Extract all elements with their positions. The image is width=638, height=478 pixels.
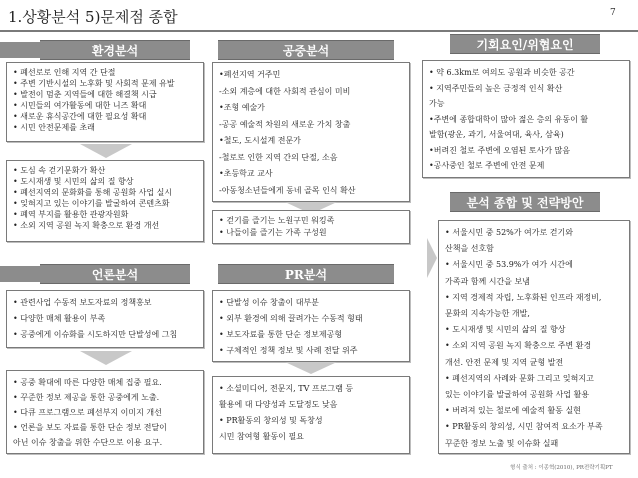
list-item: -아동청소년들에게 동네 골목 인식 확산 — [219, 185, 356, 195]
list-item: • 폐선지역의 사례와 문화 그리고 잊혀지고 — [445, 373, 594, 383]
list-item: • 소외 지역 공원 녹지 확충으로 주변 환경 — [445, 341, 592, 351]
media-header: 언론분석 — [40, 264, 190, 284]
list-item: • 폐선지역의 문화화를 통해 공원화 사업 실시 — [13, 188, 173, 197]
list-item: 활용에 대 다양성과 도달정도 낮음 — [219, 400, 338, 409]
list-item: 꾸준한 정보 노출 및 이슈화 실패 — [445, 438, 559, 448]
strategy-header: 분석 종합 및 전략방안 — [450, 192, 600, 212]
source-footer: 형식 출처 : 이종혁(2010), PR전략기획PT — [510, 465, 613, 471]
list-item: • 도심 속 걷기문화가 확산 — [13, 166, 106, 175]
list-item: • 지역 경제적 자립, 노후화된 인프라 재정비, — [445, 292, 602, 302]
list-item: 가능 — [429, 99, 445, 108]
list-item: -철로로 인한 지역 간의 단절, 소음 — [219, 152, 338, 162]
list-item: •주변에 종합대학이 많아 젊은 층의 유동이 활 — [429, 114, 589, 124]
list-item: • 언론을 보도 자료를 통한 단순 정보 전달이 — [13, 423, 167, 432]
public-targets-box — [212, 210, 410, 244]
arrow-right-icon — [427, 238, 437, 282]
pr-issues-list — [219, 295, 403, 359]
opportunity-list — [429, 65, 623, 174]
left-header-band — [0, 266, 40, 282]
env-solutions-box — [6, 160, 204, 242]
chevron-down-icon — [80, 351, 132, 365]
list-item: • 보도자료를 통한 단순 정보제공형 — [219, 330, 343, 339]
page-number: 7 — [610, 8, 616, 18]
pr-solutions-list — [219, 381, 403, 445]
media-issues-box — [6, 290, 204, 348]
list-item: 아닌 이슈 창출을 위한 수단으로 이용 요구. — [13, 438, 163, 447]
env-issues-box — [6, 62, 204, 142]
strategy-list — [445, 225, 623, 452]
list-item: • 시민 안전문제를 초래 — [13, 123, 95, 132]
list-item: -공공 예술적 차원의 새로운 가치 창출 — [219, 119, 351, 129]
list-item: • 걷기를 즐기는 노원구민 워킹족 — [219, 216, 335, 225]
list-item: -소외 계층에 대한 사회적 관심이 미비 — [219, 86, 351, 96]
list-item: • 소외 지역 공원 녹지 확충으로 환경 개선 — [13, 221, 160, 230]
left-header-band — [0, 42, 40, 58]
list-item: •버려진 철로 주변에 오염된 토사가 많음 — [429, 145, 571, 155]
list-item: •폐선지역 거주민 — [219, 70, 281, 79]
list-item: • 새로운 휴식공간에 대한 필요성 확대 — [13, 112, 147, 121]
title-divider — [0, 30, 638, 32]
env-header: 환경분석 — [40, 40, 190, 60]
list-item: • 잊혀지고 있는 이야기를 발굴하여 콘텐츠화 — [13, 199, 170, 208]
opportunity-box — [422, 60, 630, 178]
list-item: • 시민들의 여가활동에 대한 니즈 확대 — [13, 101, 147, 110]
media-issues-list — [13, 295, 197, 343]
env-issues-list — [13, 67, 197, 133]
list-item: • PR활동의 창의성, 시민 참여적 요소가 부족 — [445, 422, 603, 432]
page-title: 1.상황분석 5)문제점 종합 — [8, 8, 178, 26]
list-item: • 약 6.3km로 여의도 공원과 비슷한 공간 — [429, 68, 575, 77]
list-item: •조형 예술가 — [219, 103, 265, 112]
list-item: • 다큐 프로그램으로 폐선부지 이미지 개선 — [13, 408, 162, 417]
list-item: 가족과 함께 시간을 보냄 — [445, 276, 530, 286]
list-item: •공사중인 철로 주변에 안전 문제 — [429, 161, 545, 170]
list-item: •초등학교 교사 — [219, 169, 273, 178]
pr-solutions-box — [212, 376, 410, 454]
list-item: • 구체적인 정책 정보 및 사례 전달 위주 — [219, 346, 358, 355]
public-targets-list — [219, 215, 403, 239]
chevron-down-icon — [285, 362, 337, 376]
list-item: • 서울시민 중 52%가 여가로 걷기와 — [445, 228, 573, 237]
list-item: • PR활동의 창의성 및 독창성 — [219, 416, 323, 425]
strategy-box — [438, 220, 630, 454]
list-item: • 서울시민 중 53.9%가 여가 시간에 — [445, 260, 573, 270]
list-item: • 꾸준한 정보 제공을 통한 공중에게 노출. — [13, 393, 160, 402]
list-item: • 다양한 매체 활용이 부족 — [13, 314, 106, 323]
list-item: • 버려져 있는 철로에 예술적 활동 실현 — [445, 406, 581, 416]
chevron-down-icon — [80, 144, 132, 158]
list-item: • 지역주민들의 높은 긍정적 인식 확산 — [429, 83, 563, 93]
list-item: • 발전이 멈춘 지역들에 대한 해결책 시급 — [13, 90, 157, 99]
list-item: • 폐선로로 인해 지역 간 단절 — [13, 68, 116, 77]
public-issues-box — [212, 62, 410, 202]
list-item: • 외부 환경에 의해 끌려가는 수동적 형태 — [219, 314, 363, 323]
list-item: 있는 이야기를 발굴하여 공원화 사업 활용 — [445, 390, 590, 400]
list-item: 산책을 선호함 — [445, 244, 494, 254]
media-solutions-box — [6, 370, 204, 454]
opportunity-header: 기회요인/위협요인 — [450, 34, 600, 54]
list-item: 발함(광운, 과기, 서울여대, 육사, 삼육) — [429, 130, 564, 139]
public-header: 공중분석 — [218, 40, 394, 60]
env-solutions-list — [13, 165, 197, 231]
list-item: 시민 참여형 활동이 필요 — [219, 432, 304, 441]
pr-header: PR분석 — [218, 264, 394, 284]
list-item: • 주변 기반시설의 노후화 및 사회적 문제 유발 — [13, 79, 175, 88]
list-item: • 도시재생 및 시민의 삶의 질 향상 — [13, 177, 134, 186]
list-item: • 공중 확대에 따른 다양한 매체 집중 필요. — [13, 378, 162, 387]
list-item: • 단발성 이슈 창출이 대부분 — [219, 298, 319, 307]
media-solutions-list — [13, 375, 197, 450]
list-item: • 폐역 부지를 활용한 관광자원화 — [13, 210, 129, 219]
list-item: • 나들이를 즐기는 가족 구성원 — [219, 228, 327, 237]
list-item: • 관련사업 수동적 보도자료의 정책홍보 — [13, 298, 152, 307]
public-issues-list — [219, 67, 403, 199]
list-item: 문화의 지속가능한 개발, — [445, 309, 530, 319]
list-item: • 도시재생 및 시민의 삶의 질 향상 — [445, 325, 566, 335]
list-item: 개선. 안전 문제 및 지역 균형 발전 — [445, 357, 564, 367]
list-item: • 공중에게 이슈화를 시도하지만 단발성에 그침 — [13, 330, 178, 339]
pr-issues-box — [212, 290, 410, 362]
list-item: • 소셜미디어, 전문지, TV 프로그램 등 — [219, 384, 354, 393]
list-item: •철도, 도시설계 전문가 — [219, 136, 301, 145]
